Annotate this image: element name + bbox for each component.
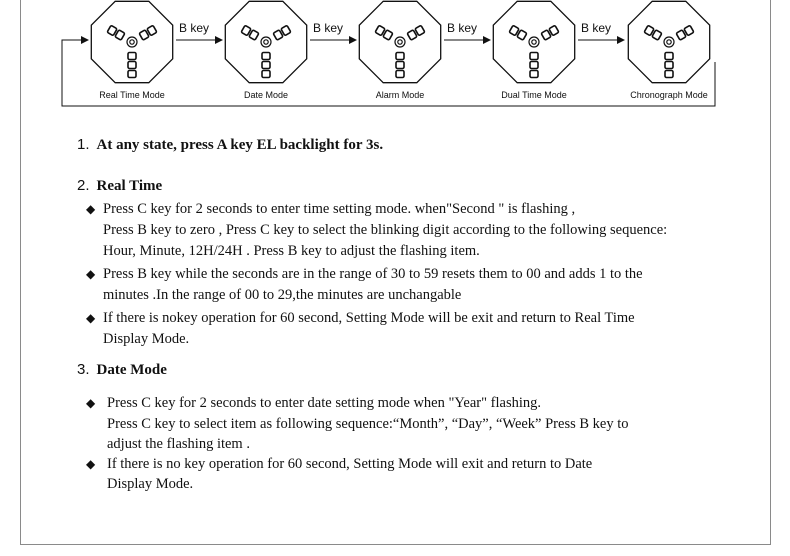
bullet-diamond-icon: ◆ xyxy=(86,267,96,281)
s2-b3-line1: If there is nokey operation for 60 second, Setting Mode will be exit and return to Real Time xyxy=(103,310,635,326)
s3-b1-line2: Press C key to select item as following sequence:“Month”, “Day”, “Week” Press B key to xyxy=(107,416,629,432)
mode-label-date: Date Mode xyxy=(243,90,289,100)
watch-face-chronograph-icon xyxy=(628,1,709,82)
s2-b2-line2: minutes .In the range of 00 to 29,the minutes are unchangable xyxy=(103,287,462,303)
key-label-3: B key xyxy=(447,21,478,35)
mode-cycle-diagram xyxy=(0,0,790,112)
s3-b1-line3: adjust the flashing item . xyxy=(107,436,250,452)
section-1-number: 1. xyxy=(77,136,90,153)
mode-label-alarm: Alarm Mode xyxy=(375,90,425,100)
section-3-number: 3. xyxy=(77,361,90,378)
section-2-text: Real Time xyxy=(96,178,163,194)
watch-face-dual-time-icon xyxy=(493,1,574,82)
s3-b1-line1: Press C key for 2 seconds to enter date setting mode when "Year" flashing. xyxy=(107,395,542,411)
s2-b3-line2: Display Mode. xyxy=(103,331,190,347)
watch-face-date-icon xyxy=(225,1,306,82)
section-2-number: 2. xyxy=(77,177,90,194)
s2-b1-line1: Press C key for 2 seconds to enter time setting mode. when"Second " is flashing , xyxy=(103,201,576,217)
s2-b1-line2: Press B key to zero , Press C key to select the blinking digit according to the following sequence: xyxy=(103,222,668,238)
watch-face-alarm-icon xyxy=(359,1,440,82)
bullet-diamond-icon: ◆ xyxy=(86,457,96,471)
section-3-text: Date Mode xyxy=(96,362,167,378)
section-1-text: At any state, press A key EL backlight for 3s. xyxy=(96,137,384,153)
key-label-2: B key xyxy=(313,21,344,35)
s3-b2-line2: Display Mode. xyxy=(107,476,194,492)
key-label-4: B key xyxy=(581,21,612,35)
s2-b1-line3: Hour, Minute, 12H/24H . Press B key to adjust the flashing item. xyxy=(103,243,480,259)
s3-b2-line1: If there is no key operation for 60 second, Setting Mode will exit and return to Date xyxy=(107,456,593,472)
section-1-title xyxy=(77,136,383,154)
bullet-diamond-icon: ◆ xyxy=(86,311,96,325)
watch-face-real-time-icon xyxy=(91,1,172,82)
bullet-diamond-icon: ◆ xyxy=(86,396,96,410)
section-3-title xyxy=(77,361,167,379)
mode-label-real-time: Real Time Mode xyxy=(99,90,165,100)
mode-label-dual-time: Dual Time Mode xyxy=(501,90,567,100)
bullet-diamond-icon: ◆ xyxy=(86,202,96,216)
mode-label-chronograph: Chronograph Mode xyxy=(630,90,708,100)
section-2-title xyxy=(77,177,162,195)
key-label-1: B key xyxy=(179,21,210,35)
s2-b2-line1: Press B key while the seconds are in the range of 30 to 59 resets them to 00 and adds 1 to the xyxy=(103,266,643,282)
